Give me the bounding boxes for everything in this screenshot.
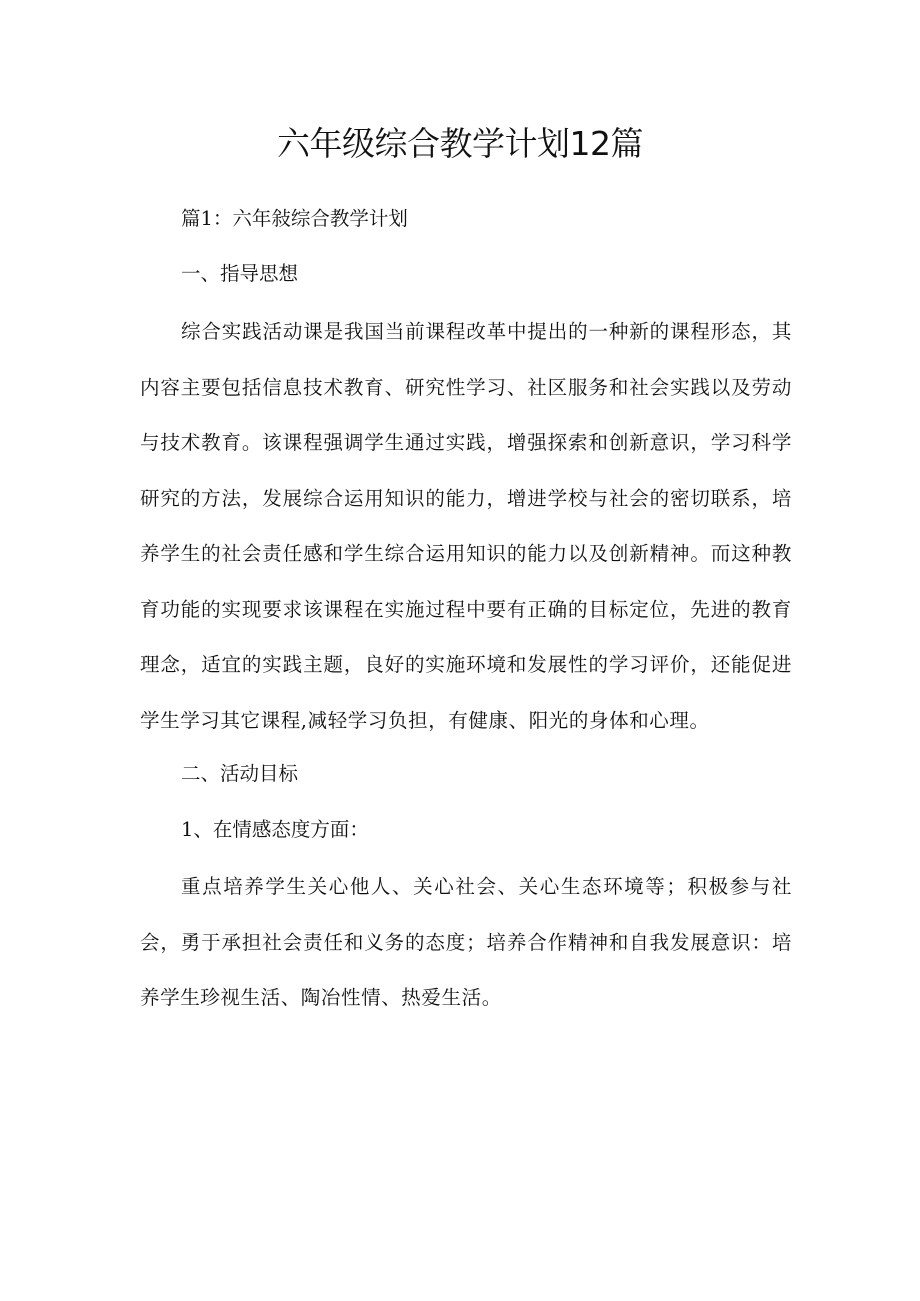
section-heading-guiding-ideology: 一、指导思想 [181,262,299,285]
paragraph-emotional-attitude: 重点培养学生关心他人、关心社会、关心生态环境等；积极参与社会，勇于承担社会责任和义务的态度；培养合作精神和自我发展意识：培养学生珍视生活、陶冶性情、热爱生活。 [140,875,792,1009]
paragraph-guiding-ideology: 综合实践活动课是我国当前课程改革中提出的一种新的课程形态，其内容主要包括信息技术教育、研究性学习、社区服务和社会实践以及劳动与技术教育。该课程强调学生通过实践，增强探索和创新意识，学习科学研究的方法，发展综合运用知识的能力，增进学校与社会的密切联系，培养学生的社会责任感和学生综合运用知识的能力以及创新精神。而这种教育功能的实现要求该课程在实施过程中要有正确的目标定位，先进的教育理念，适宜的实践主题，良好的实施环境和发展性的学习评价，还能促进学生学习其它课程,减轻学习负担，有健康、阳光的身体和心理。 [140,320,792,732]
subheading-emotional-attitude: 1、在情感态度方面： [181,818,369,841]
document-title: 六年级综合教学计划12篇 [277,124,643,163]
section-subtitle: 篇1：六年敍综合教学计划 [181,207,408,230]
section-heading-activity-goals: 二、活动目标 [181,762,299,785]
